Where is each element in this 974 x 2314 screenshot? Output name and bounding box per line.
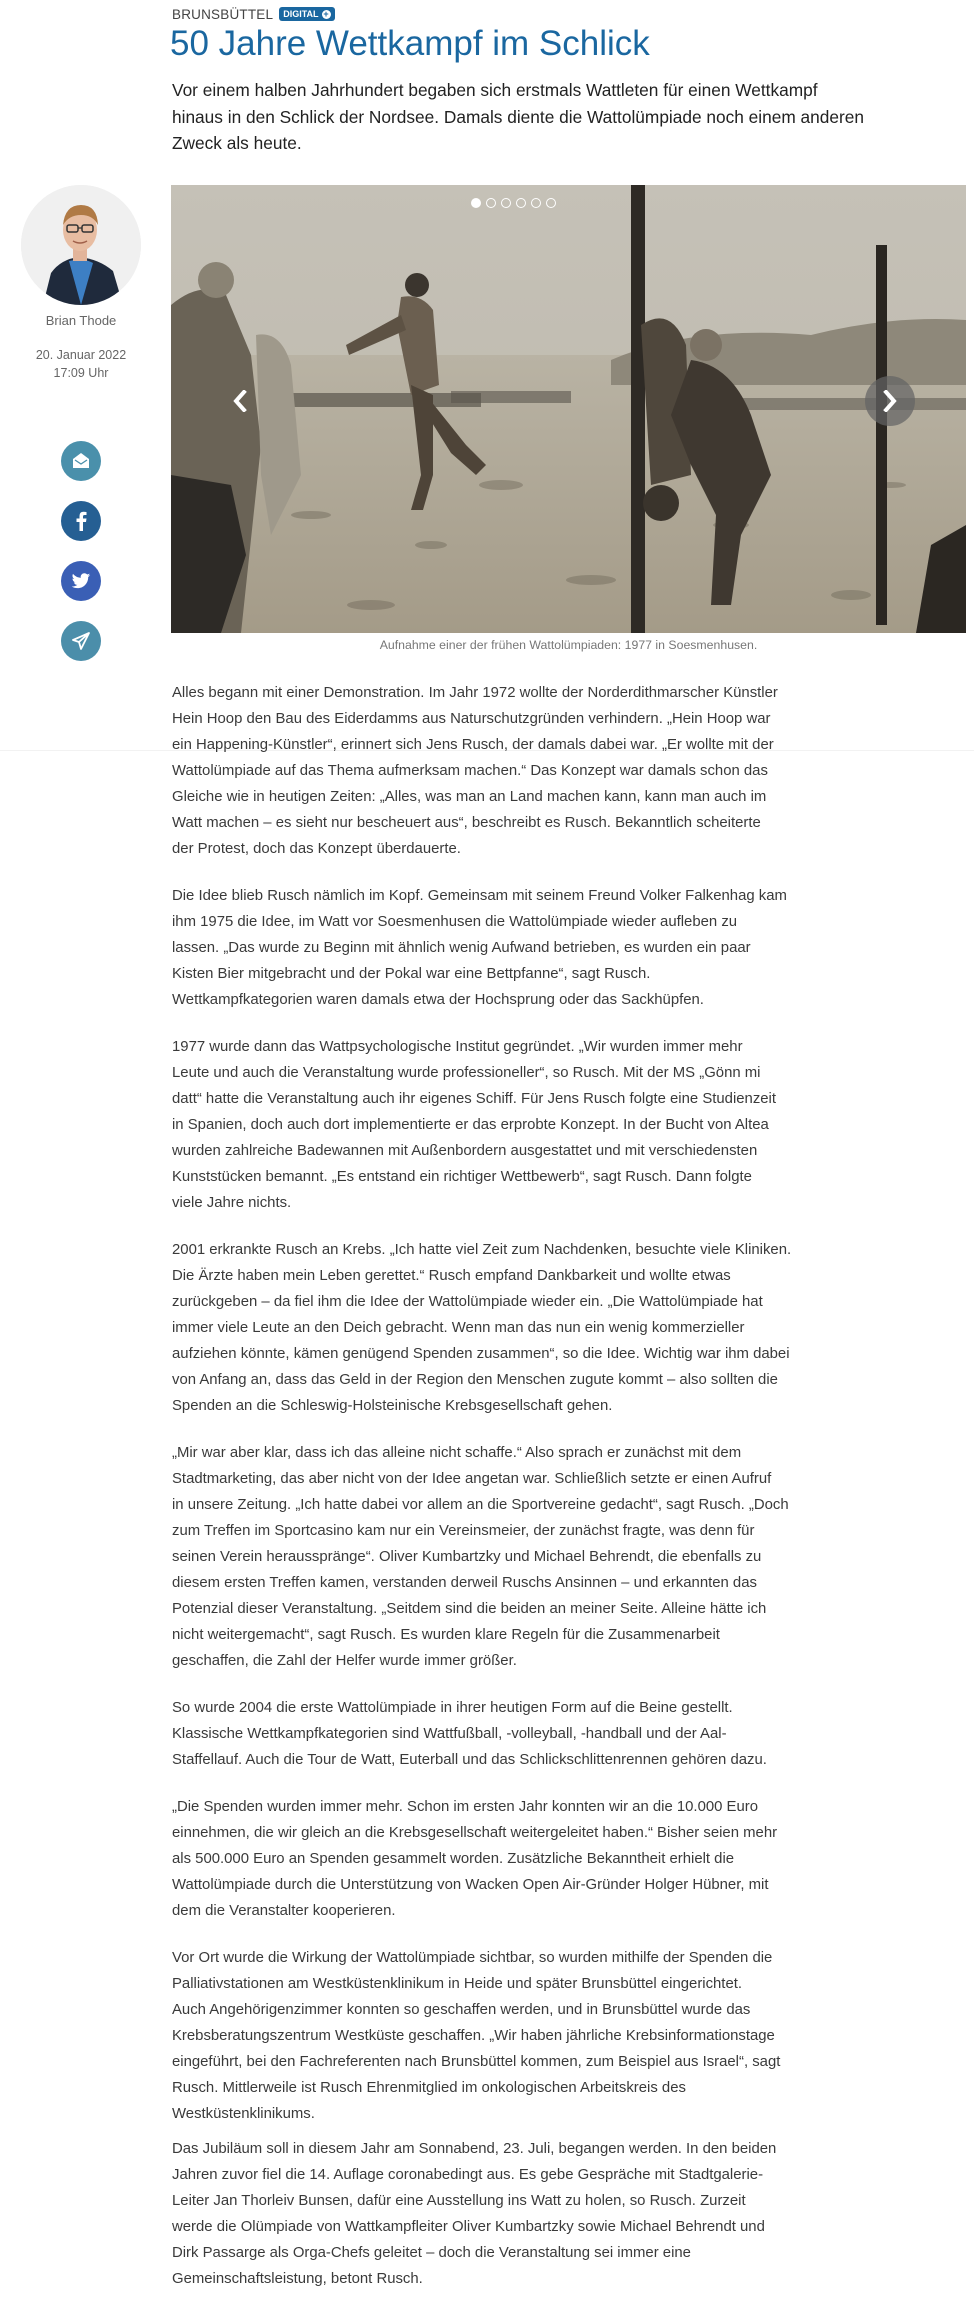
paragraph-line: Krebsberatungszentrum Westküste geschaffen. „Wir haben jährliche Krebsinformationstage bbox=[172, 2028, 775, 2044]
share-email-button[interactable] bbox=[61, 441, 101, 481]
paragraph-line: „Mir war aber klar, dass ich das alleine nicht schaffe.“ Also sprach er zunächst mit dem bbox=[172, 1445, 742, 1461]
paragraph-line: lassen. „Das wurde zu Beginn mit ähnlich wenig Aufwand betrieben, es wurden ein paar bbox=[172, 940, 751, 956]
author-photo bbox=[21, 185, 141, 305]
share-bar bbox=[61, 441, 101, 681]
paragraph-line: Stadtmarketing, das aber nicht von der Idee angetan war. Schließlich setzte er einen Aufruf bbox=[172, 1471, 772, 1487]
paragraph-line: als 500.000 Euro an Spenden gesammelt worden. Zusätzliche Bekanntheit erhielt die bbox=[172, 1851, 735, 1867]
article-paragraph bbox=[172, 2136, 852, 2292]
paragraph-line: Gleiche wie in heutigen Zeiten: „Alles, was man an Land machen kann, kann man auch im bbox=[172, 789, 767, 805]
lead-line: Zweck als heute. bbox=[172, 133, 302, 153]
paragraph-line: Klassische Wettkampfkategorien sind Wattfußball, -volleyball, -handball und der Aal- bbox=[172, 1726, 727, 1742]
paragraph-line: Spenden an die Schleswig-Holsteinische Krebsgesellschaft gehen. bbox=[172, 1398, 613, 1414]
paragraph-line: der Protest, doch das Konzept überdauerte. bbox=[172, 841, 461, 857]
share-telegram-button[interactable] bbox=[61, 621, 101, 661]
slide-dot-4[interactable] bbox=[516, 198, 526, 208]
paragraph-line: seinen Verein herausspränge“. Oliver Kumbartzky und Michael Behrendt, die ebenfalls zu bbox=[172, 1549, 762, 1565]
slide-indicators bbox=[171, 198, 911, 208]
image-caption: Aufnahme einer der frühen Wattolümpiaden: 1977 in Soesmenhusen. bbox=[379, 638, 758, 652]
gallery-next-button[interactable] bbox=[865, 376, 915, 426]
article-title: 50 Jahre Wettkampf im Schlick bbox=[170, 24, 650, 63]
slide-dot-2[interactable] bbox=[486, 198, 496, 208]
paragraph-line: Leute und auch die Veranstaltung wurde professioneller“, so Rusch. Mit der MS „Gönn mi bbox=[172, 1065, 761, 1081]
paragraph-line: 1977 wurde dann das Wattpsychologische Institut gegründet. „Wir wurden immer mehr bbox=[172, 1039, 743, 1055]
article-paragraph bbox=[172, 1695, 852, 1773]
paragraph-line: viele Jahre nichts. bbox=[172, 1195, 292, 1211]
paragraph-line: nicht weitergemacht“, sagt Rusch. Es wurden klare Regeln für die Zusammenarbeit bbox=[172, 1627, 720, 1643]
publish-date-time: 17:09 Uhr bbox=[53, 366, 109, 380]
paragraph-line: Die Ärzte haben mein Leben gerettet.“ Rusch empfand Dankbarkeit und wollte etwas bbox=[172, 1268, 731, 1284]
paragraph-line: Auch Angehörigenzimmer konnten so geschaffen werden, und in Brunsbüttel wurde das bbox=[172, 2002, 751, 2018]
paragraph-line: in Spanien, doch auch dort implementierte er das erprobte Konzept. In der Bucht von Altea bbox=[172, 1117, 769, 1133]
paragraph-line: 2001 erkrankte Rusch an Krebs. „Ich hatte viel Zeit zum Nachdenken, besuchte viele Kliniken. bbox=[172, 1242, 792, 1258]
article-paragraph bbox=[172, 1794, 852, 1924]
gallery-photo bbox=[171, 185, 966, 633]
paragraph-line: Die Idee blieb Rusch nämlich im Kopf. Gemeinsam mit seinem Freund Volker Falkenhag kam bbox=[172, 888, 787, 904]
slide-dot-1[interactable] bbox=[471, 198, 481, 208]
paragraph-line: wurden zahlreiche Badewannen mit Außenbordern ausgestattet und mit verschiedensten bbox=[172, 1143, 758, 1159]
paragraph-line: Westküstenklinikums. bbox=[172, 2106, 315, 2122]
paragraph-line: Wattolümpiade auf das Thema aufmerksam machen.“ Das Konzept war damals schon das bbox=[172, 763, 768, 779]
paragraph-line: Staffellauf. Auch die Tour de Watt, Euterball und das Schlickschlittenrennen gehören dazu. bbox=[172, 1752, 767, 1768]
paragraph-line: „Die Spenden wurden immer mehr. Schon im ersten Jahr konnten wir an die 10.000 Euro bbox=[172, 1799, 759, 1815]
paragraph-line: datt“ hatte die Veranstaltung auch ihr eigenes Schiff. Für Jens Rusch folgte eine Studienzeit bbox=[172, 1091, 776, 1107]
image-gallery[interactable] bbox=[171, 185, 966, 633]
plus-circle-icon: + bbox=[323, 8, 329, 19]
author-name[interactable]: Brian Thode bbox=[45, 313, 117, 328]
digital-badge bbox=[279, 7, 334, 21]
lead-line: Vor einem halben Jahrhundert begaben sich erstmals Wattleten für einen Wettkampf bbox=[172, 80, 818, 100]
paragraph-line: geschaffen, die Zahl der Helfer wurde immer größer. bbox=[172, 1653, 517, 1669]
paragraph-line: Vor Ort wurde die Wirkung der Wattolümpiade sichtbar, so wurden mithilfe der Spenden die bbox=[172, 1950, 773, 1966]
avatar[interactable] bbox=[21, 185, 141, 305]
paragraph-line: zum Treffen im Sportcasino kam nur ein Vereinsmeier, der zunächst fragte, was denn für bbox=[172, 1523, 755, 1539]
paragraph-line: Rusch. Mittlerweile ist Rusch Ehrenmitglied im onkologischen Arbeitskreis des bbox=[172, 2080, 686, 2096]
article-paragraph bbox=[172, 1945, 852, 2127]
badge-label: DIGITAL bbox=[283, 9, 319, 19]
paragraph-line: Wettkampfkategorien waren damals etwa der Hochsprung oder das Sackhüpfen. bbox=[172, 992, 704, 1008]
paragraph-line: Dirk Passarge als Orga-Chefs geleitet – doch die Veranstaltung sei immer eine bbox=[172, 2245, 691, 2261]
paragraph-line: Palliativstationen am Westküstenklinikum in Heide und später Brunsbüttel eingerichtet. bbox=[172, 1976, 743, 1992]
slide-dot-5[interactable] bbox=[531, 198, 541, 208]
paragraph-line: zurückgeben – da fiel ihm die Idee der Wattolümpiade wieder ein. „Die Wattolümpiade hat bbox=[172, 1294, 763, 1310]
kicker-location[interactable]: BRUNSBÜTTEL bbox=[172, 6, 274, 22]
lead-line: hinaus in den Schlick der Nordsee. Damals diente die Wattolümpiade noch einem anderen bbox=[172, 106, 864, 127]
paragraph-line: So wurde 2004 die erste Wattolümpiade in ihrer heutigen Form auf die Beine gestellt. bbox=[172, 1700, 733, 1716]
author-box bbox=[0, 185, 162, 382]
article-lead bbox=[172, 77, 932, 157]
article-paragraph bbox=[172, 1440, 852, 1674]
paragraph-line: Das Jubiläum soll in diesem Jahr am Sonnabend, 23. Juli, begangen werden. In den beiden bbox=[172, 2141, 777, 2157]
article-paragraph bbox=[172, 883, 852, 1013]
paragraph-line: Alles begann mit einer Demonstration. Im Jahr 1972 wollte der Norderdithmarscher Künstler bbox=[172, 685, 778, 701]
paragraph-line: immer viele Leute an den Deich gebracht. Wenn man das nun ein wenig kommerzieller bbox=[172, 1320, 745, 1336]
paragraph-line: Gemeinschaftsleistung, betont Rusch. bbox=[172, 2271, 423, 2287]
paragraph-line: Wattolümpiade durch die Unterstützung von Wacken Open Air-Gründer Holger Hübner, mit bbox=[172, 1877, 769, 1893]
kicker bbox=[172, 5, 335, 23]
paragraph-line: werde die Olümpiade von Wattkampfleiter Oliver Kumbartzky sowie Michael Behrendt und bbox=[172, 2219, 765, 2235]
publish-date-day: 20. Januar 2022 bbox=[35, 348, 127, 362]
telegram-icon bbox=[71, 631, 91, 651]
article-paragraph bbox=[172, 1034, 852, 1216]
slide-dot-3[interactable] bbox=[501, 198, 511, 208]
article-paragraph bbox=[172, 680, 852, 862]
paragraph-line: diesem ersten Treffen kamen, verstanden derweil Ruschs Ansinnen – und erkannten das bbox=[172, 1575, 757, 1591]
paragraph-line: in unsere Zeitung. „Ich hatte dabei vor allem an die Sportvereine gedacht“, sagt Rusch. „Doch bbox=[172, 1497, 789, 1513]
paragraph-line: einnehmen, die wir gleich an die Krebsgesellschaft weitergeleitet haben.“ Bisher seien mehr bbox=[172, 1825, 778, 1841]
paragraph-line: Leiter Jan Thorleiv Bunsen, dafür eine Ausstellung ins Watt zu holen, so Rusch. Zurzeit bbox=[172, 2193, 746, 2209]
paragraph-line: Hein Hoop den Bau des Eiderdamms aus Naturschutzgründen verhindern. „Hein Hoop war bbox=[172, 711, 771, 727]
paragraph-line: ihm 1975 die Idee, im Watt vor Soesmenhusen die Wattolümpiade wieder aufleben zu bbox=[172, 914, 738, 930]
paragraph-line: Potenzial dieser Veranstaltung. „Seitdem sind die beiden an meiner Seite. Alleine hätte ich bbox=[172, 1601, 767, 1617]
gallery-prev-button[interactable] bbox=[215, 376, 265, 426]
slide-dot-6[interactable] bbox=[546, 198, 556, 208]
paragraph-line: Kunststücken bemannt. „Es entstand ein richtiger Wettbewerb“, sagt Rusch. Dann folgte bbox=[172, 1169, 752, 1185]
chevron-left-icon bbox=[232, 390, 248, 412]
publish-date bbox=[0, 346, 162, 382]
article-body bbox=[172, 680, 852, 2313]
share-twitter-button[interactable] bbox=[61, 561, 101, 601]
twitter-icon bbox=[71, 573, 91, 590]
paragraph-line: eingeführt, bei den Fachreferenten nach Brunsbüttel kommen, zum Beispiel aus Israel“, sagt bbox=[172, 2054, 781, 2070]
paragraph-line: aufziehen könnte, kämen genügend Spenden zusammen“, so die Idee. Wichtig war ihm dabei bbox=[172, 1346, 790, 1362]
facebook-icon bbox=[75, 511, 87, 531]
chevron-right-icon bbox=[882, 390, 898, 412]
paragraph-line: ein Happening-Künstler“, erinnert sich Jens Rusch, der damals dabei war. „Er wollte mit der bbox=[172, 737, 774, 753]
paragraph-line: Watt machen – es sieht nur bescheuert aus“, beschreibt es Rusch. Bekanntlich scheiterte bbox=[172, 815, 761, 831]
paragraph-line: Jahren zuvor fiel die 14. Auflage coronabedingt aus. Es gebe Gespräche mit Stadtgalerie- bbox=[172, 2167, 764, 2183]
article-paragraph bbox=[172, 1237, 852, 1419]
paragraph-line: dem die Veranstalter kooperieren. bbox=[172, 1903, 396, 1919]
paragraph-line: Kisten Bier mitgebracht und der Pokal war eine Bettpfanne“, sagt Rusch. bbox=[172, 966, 651, 982]
email-icon bbox=[71, 452, 91, 470]
share-facebook-button[interactable] bbox=[61, 501, 101, 541]
paragraph-line: von Anfang an, dass das Geld in der Region den Menschen zugute kommt – also sollten die bbox=[172, 1372, 778, 1388]
